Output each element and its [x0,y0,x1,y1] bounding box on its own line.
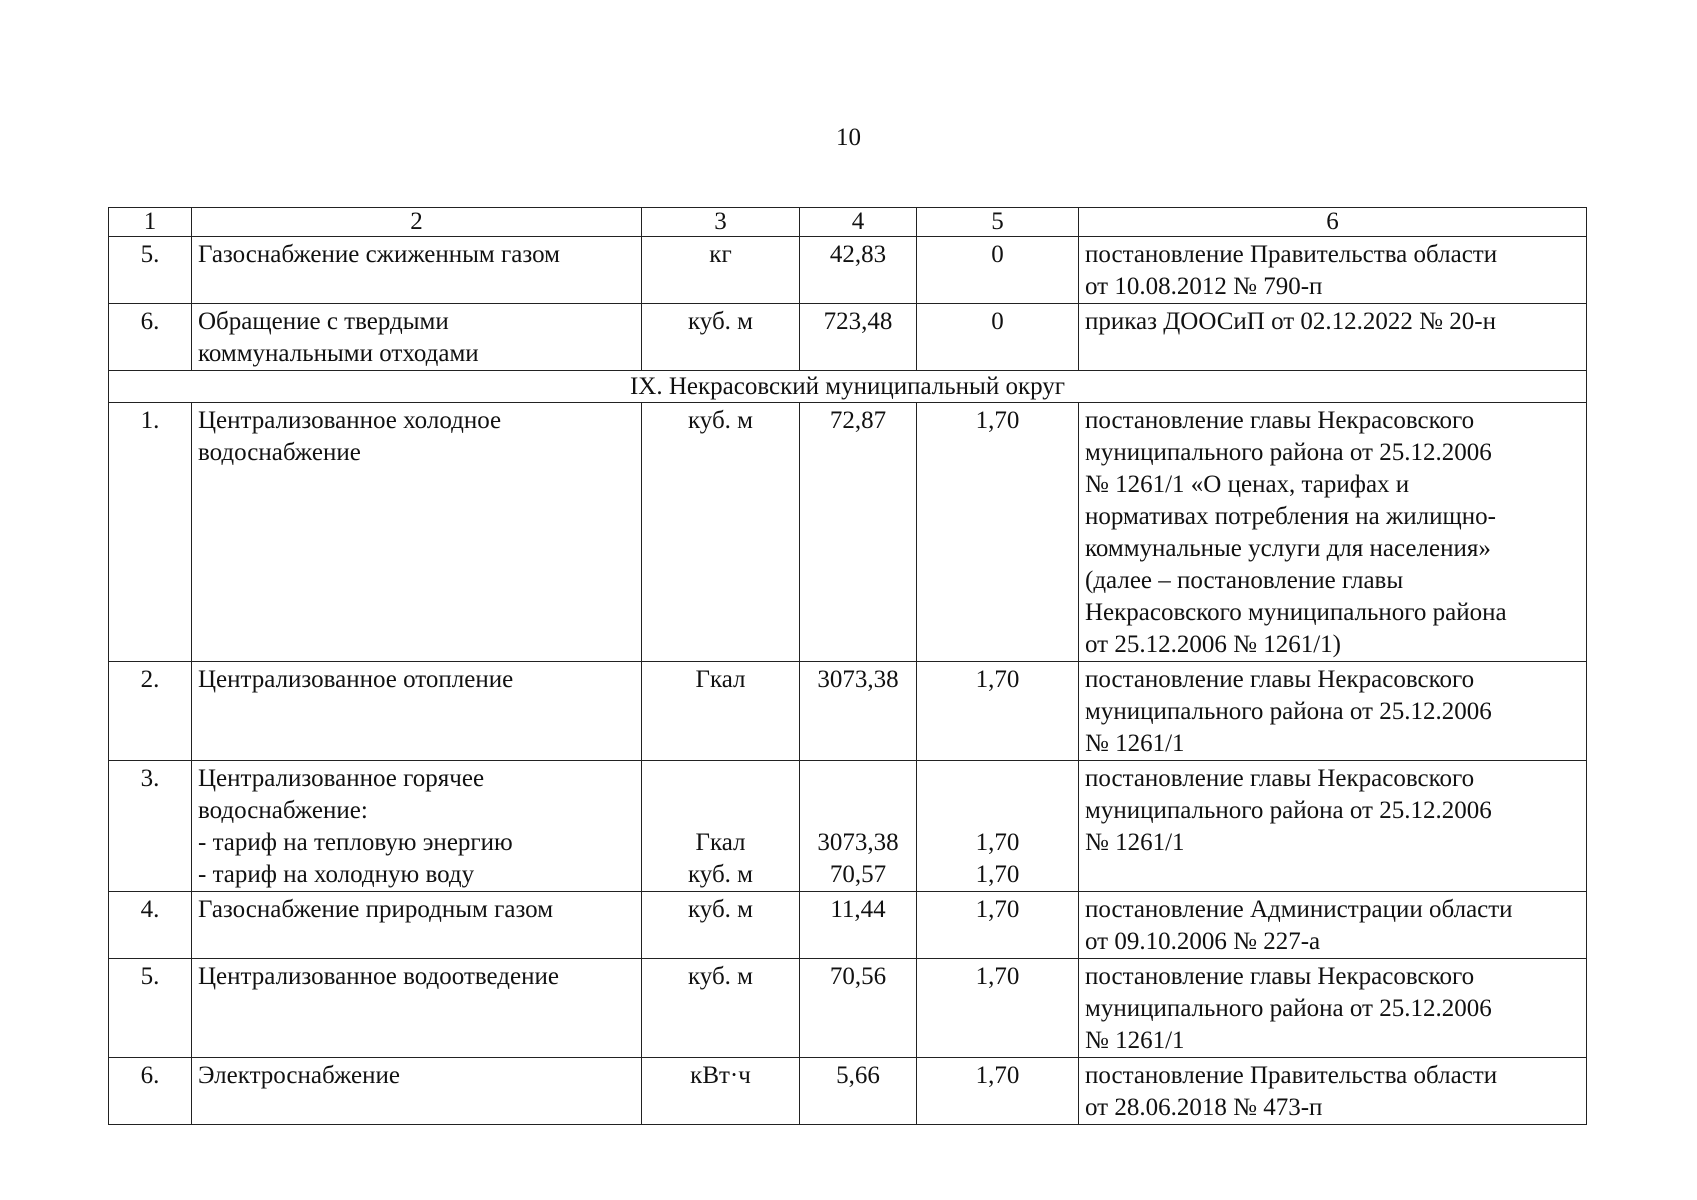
unit [642,1058,800,1125]
tariff-value-line: 11,44 [830,896,886,923]
unit-line: Гкал [695,829,746,856]
unit-line: куб. м [687,963,753,990]
tariff-value [800,662,917,761]
service-name-line: Обращение с твердыми [198,308,449,335]
legal-basis-line: постановление Администрации области [1085,896,1513,923]
tariff-value-line: 3073,38 [817,829,899,856]
column-header: 6 [1079,208,1587,237]
tariff-value-line [806,795,910,827]
tariff-value-line: 42,83 [829,241,887,268]
unit-line: кВт·ч [690,1062,751,1089]
legal-basis [1079,892,1587,959]
legal-basis-line: муниципального района от 25.12.2006 [1085,439,1492,466]
service-name [192,761,642,892]
coefficient-value-line: 1,70 [975,1062,1020,1089]
tariff-value-line: 70,56 [829,963,887,990]
legal-basis-line: постановление Правительства области [1085,241,1498,268]
section-row [109,371,1587,403]
unit-line: куб. м [687,896,753,923]
table-header-row [109,208,1587,237]
tariff-value [800,959,917,1058]
legal-basis-line: от 10.08.2012 № 790-п [1085,273,1323,300]
section-title: IX. Некрасовский муниципальный округ [109,371,1587,403]
table-row [109,892,1587,959]
service-name [192,1058,642,1125]
unit-line: куб. м [687,308,753,335]
column-header: 4 [800,208,917,237]
legal-basis [1079,304,1587,371]
unit-line [648,763,793,795]
tariff-value-line: 70,57 [829,861,887,888]
column-header: 2 [192,208,642,237]
legal-basis [1079,761,1587,892]
service-name-line: Газоснабжение сжиженным газом [198,241,560,268]
service-name-line: - тариф на холодную воду [198,861,475,888]
coefficient-value [917,403,1079,662]
service-name-line: Централизованное отопление [198,666,514,693]
coefficient-value-line: 0 [991,241,1004,268]
unit [642,304,800,371]
row-number: 2. [109,662,192,761]
column-header: 3 [642,208,800,237]
unit [642,959,800,1058]
table-row [109,403,1587,662]
legal-basis-line: (далее – постановление главы [1085,567,1404,594]
legal-basis-line: муниципального района от 25.12.2006 [1085,797,1492,824]
legal-basis-line: постановление главы Некрасовского [1085,963,1475,990]
tariff-value [800,1058,917,1125]
unit [642,237,800,304]
unit [642,403,800,662]
row-number: 3. [109,761,192,892]
unit-line: куб. м [687,861,753,888]
tariff-value [800,761,917,892]
coefficient-value [917,662,1079,761]
coefficient-value-line: 1,70 [975,963,1020,990]
unit [642,662,800,761]
unit-line [648,795,793,827]
legal-basis [1079,662,1587,761]
tariff-value-line: 723,48 [823,308,893,335]
legal-basis-line: постановление главы Некрасовского [1085,765,1475,792]
unit-line: Гкал [695,666,746,693]
legal-basis-line: постановление главы Некрасовского [1085,666,1475,693]
coefficient-value [917,892,1079,959]
service-name-line: Газоснабжение природным газом [198,896,554,923]
service-name-line: Электроснабжение [198,1062,400,1089]
row-number: 5. [109,237,192,304]
service-name-line: водоснабжение [198,439,361,466]
service-name-line: Централизованное горячее [198,765,485,792]
service-name-line: коммунальными отходами [198,340,479,367]
tariff-table [108,207,1587,1125]
legal-basis-line: от 28.06.2018 № 473-п [1085,1094,1323,1121]
tariff-value [800,304,917,371]
table-row [109,304,1587,371]
table-row [109,959,1587,1058]
row-number: 6. [109,1058,192,1125]
coefficient-value [917,1058,1079,1125]
service-name-line: Централизованное холодное [198,407,502,434]
tariff-value-line: 5,66 [836,1062,880,1089]
page-number: 10 [836,124,861,151]
service-name [192,304,642,371]
unit-line: куб. м [687,407,753,434]
tariff-value [800,237,917,304]
coefficient-value [917,237,1079,304]
table-row [109,662,1587,761]
unit [642,892,800,959]
tariff-value [800,892,917,959]
coefficient-value-line: 0 [991,308,1004,335]
legal-basis-line: № 1261/1 [1085,829,1185,856]
legal-basis-line: от 09.10.2006 № 227-а [1085,928,1321,955]
legal-basis-line: постановление главы Некрасовского [1085,407,1475,434]
legal-basis-line: нормативах потребления на жилищно- [1085,503,1496,530]
legal-basis-line: № 1261/1 [1085,730,1185,757]
legal-basis-line: № 1261/1 «О ценах, тарифах и [1085,471,1410,498]
row-number: 4. [109,892,192,959]
legal-basis-line: от 25.12.2006 № 1261/1) [1085,631,1341,658]
service-name-line: водоснабжение: [198,797,368,824]
legal-basis-line: постановление Правительства области [1085,1062,1498,1089]
tariff-value-line [806,763,910,795]
coefficient-value-line: 1,70 [975,407,1020,434]
legal-basis-line: муниципального района от 25.12.2006 [1085,698,1492,725]
unit [642,761,800,892]
coefficient-value [917,959,1079,1058]
coefficient-value-line [923,763,1072,795]
service-name [192,662,642,761]
legal-basis [1079,1058,1587,1125]
unit-line: кг [709,241,732,268]
service-name-line: Централизованное водоотведение [198,963,559,990]
column-header: 5 [917,208,1079,237]
table-row [109,1058,1587,1125]
service-name [192,237,642,304]
tariff-value-line: 72,87 [829,407,887,434]
coefficient-value-line: 1,70 [975,829,1020,856]
service-name-line: - тариф на тепловую энергию [198,829,513,856]
coefficient-value [917,304,1079,371]
legal-basis [1079,403,1587,662]
row-number: 6. [109,304,192,371]
coefficient-value [917,761,1079,892]
legal-basis-line: приказ ДООСиП от 02.12.2022 № 20-н [1085,308,1496,335]
legal-basis-line: № 1261/1 [1085,1027,1185,1054]
row-number: 5. [109,959,192,1058]
service-name [192,959,642,1058]
service-name [192,403,642,662]
coefficient-value-line: 1,70 [975,896,1020,923]
tariff-value [800,403,917,662]
row-number: 1. [109,403,192,662]
legal-basis [1079,237,1587,304]
service-name [192,892,642,959]
legal-basis [1079,959,1587,1058]
legal-basis-line: Некрасовского муниципального района [1085,599,1507,626]
column-header: 1 [109,208,192,237]
legal-basis-line: муниципального района от 25.12.2006 [1085,995,1492,1022]
table-row [109,761,1587,892]
coefficient-value-line: 1,70 [975,861,1020,888]
legal-basis-line: коммунальные услуги для населения» [1085,535,1491,562]
coefficient-value-line: 1,70 [975,666,1020,693]
tariff-value-line: 3073,38 [817,666,899,693]
table-row [109,237,1587,304]
coefficient-value-line [923,795,1072,827]
